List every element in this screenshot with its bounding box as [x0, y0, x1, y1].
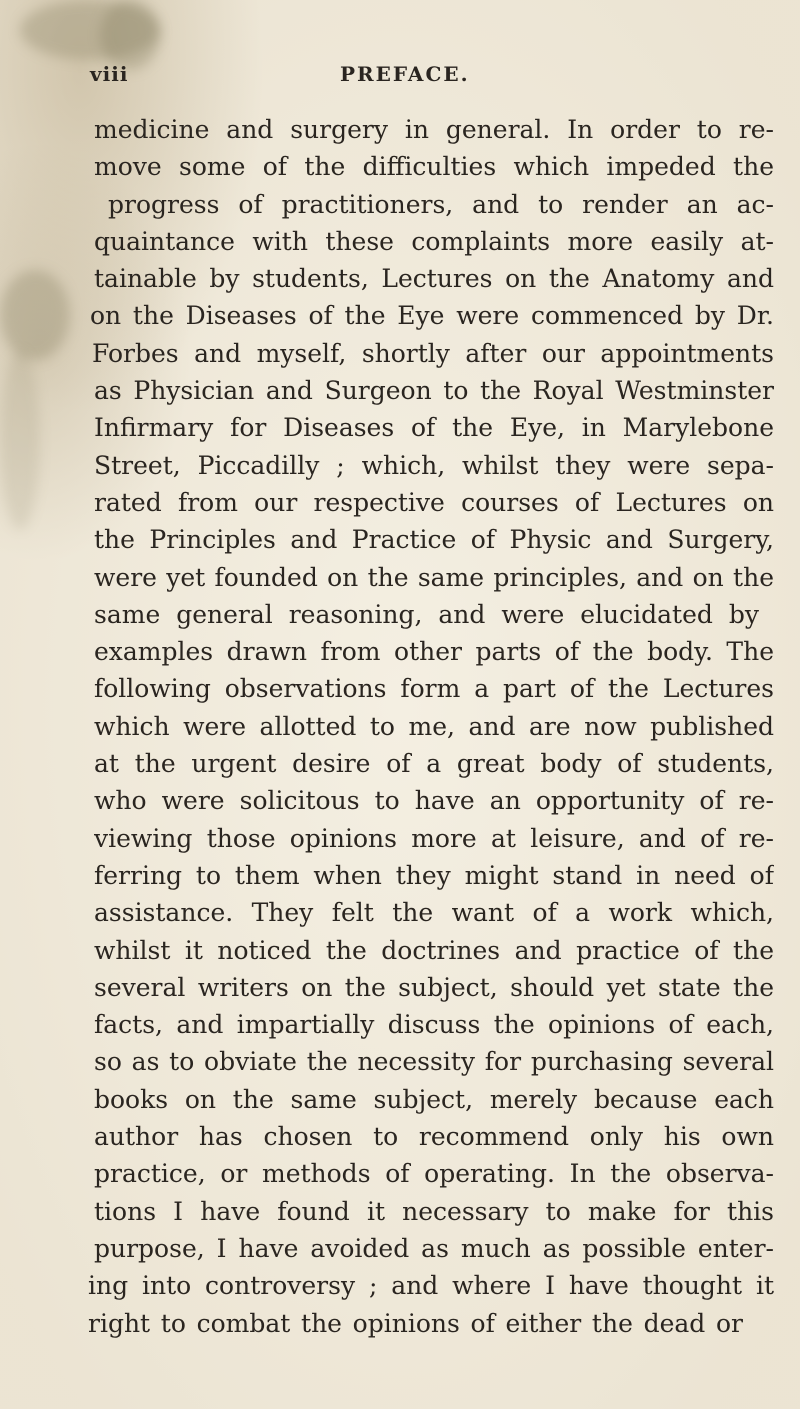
- text-line: Forbes and myself, shortly after our appointments: [92, 338, 774, 368]
- text-line: move some of the difficulties which impeded the: [94, 152, 774, 182]
- paper-stain: [0, 270, 70, 360]
- text-line: Street, Piccadilly ; which, whilst they were sepa-: [94, 450, 774, 480]
- body-text: [88, 111, 778, 1342]
- text-line: ferring to them when they might stand in need of: [94, 860, 774, 890]
- text-line: whilst it noticed the doctrines and practice of the: [94, 935, 774, 965]
- text-line: which were allotted to me, and are now published: [94, 711, 774, 741]
- text-line: medicine and surgery in general. In order to re-: [94, 115, 774, 144]
- text-line: purpose, I have avoided as much as possible enter-: [94, 1233, 774, 1263]
- text-line: same general reasoning, and were elucidated by: [94, 599, 759, 629]
- running-head: PREFACE.: [340, 62, 470, 86]
- text-line: facts, and impartially discuss the opinions of each,: [94, 1010, 774, 1040]
- paper-stain: [0, 350, 40, 530]
- text-line: who were solicitous to have an opportunity of re-: [94, 786, 774, 816]
- text-line: rated from our respective courses of Lectures on: [94, 487, 774, 517]
- text-line: on the Diseases of the Eye were commenced by Dr.: [90, 301, 774, 331]
- text-line: at the urgent desire of a great body of students,: [94, 749, 774, 779]
- text-line: following observations form a part of the Lectures: [94, 674, 774, 704]
- text-line: the Principles and Practice of Physic and Surgery,: [94, 525, 774, 555]
- text-line: Infirmary for Diseases of the Eye, in Marylebone: [94, 413, 774, 443]
- text-line: progress of practitioners, and to render an ac-: [108, 189, 774, 219]
- text-line: assistance. They felt the want of a work which,: [94, 898, 774, 928]
- text-line: tions I have found it necessary to make for this: [94, 1196, 774, 1226]
- text-line: viewing those opinions more at leisure, and of re-: [94, 823, 774, 853]
- page-header: [90, 62, 730, 90]
- text-line: author has chosen to recommend only his own: [94, 1122, 774, 1152]
- text-line: were yet founded on the same principles, and on the: [94, 562, 774, 592]
- text-line: practice, or methods of operating. In the observa-: [94, 1159, 774, 1189]
- page-number: viii: [90, 62, 129, 86]
- text-line: tainable by students, Lectures on the Anatomy and: [94, 264, 774, 294]
- text-line: books on the same subject, merely because each: [94, 1084, 774, 1114]
- text-line: so as to obviate the necessity for purchasing several: [94, 1047, 774, 1077]
- text-line: quaintance with these complaints more easily at-: [94, 226, 774, 256]
- text-line: as Physician and Surgeon to the Royal Westminster: [94, 376, 774, 406]
- text-line: examples drawn from other parts of the body. The: [94, 637, 774, 667]
- text-line: ing into controversy ; and where I have thought it: [88, 1271, 774, 1301]
- text-line: several writers on the subject, should yet state the: [94, 972, 774, 1002]
- text-line: right to combat the opinions of either the dead or: [88, 1308, 743, 1338]
- paper-stain: [100, 0, 160, 70]
